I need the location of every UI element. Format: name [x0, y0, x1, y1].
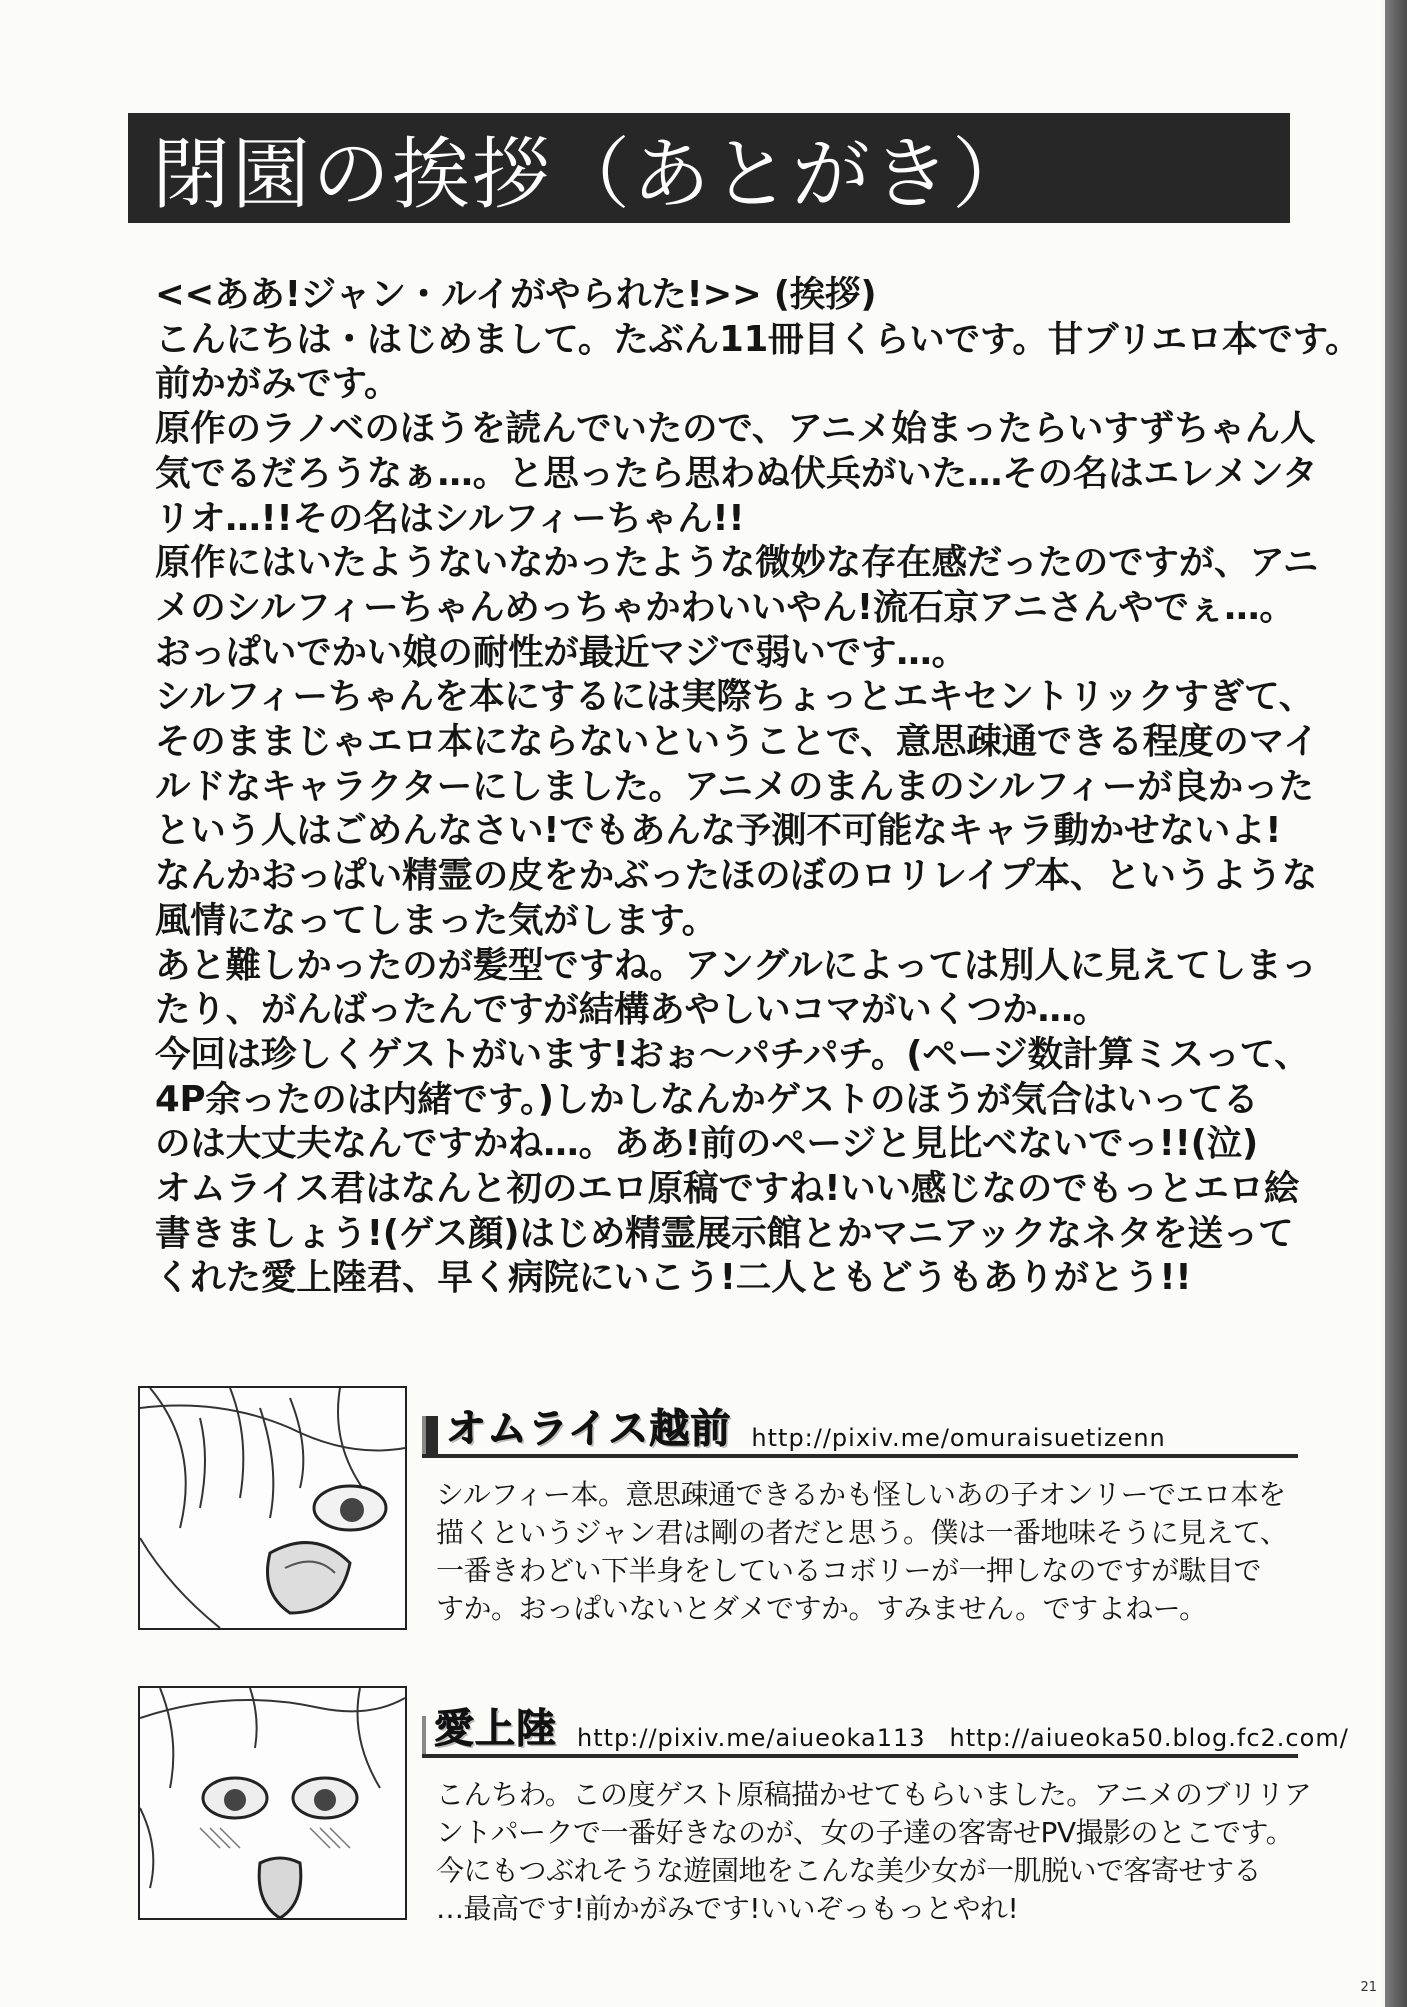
afterword-line: のは大丈夫なんですかね…。ああ!前のページと見比べないでっ!!(泣) — [155, 1123, 1259, 1165]
afterword-line: 気でるだろうなぁ…。と思ったら思わぬ伏兵がいた…その名はエレメンタ — [155, 452, 1318, 494]
page-number: 21 — [1360, 1980, 1377, 1995]
guest-comment-line: …最高です!前かがみです!いいぞっもっとやれ! — [436, 1892, 1019, 1925]
afterword-line: 前かがみです。 — [155, 363, 400, 405]
afterword-line: こんにちは・はじめまして。たぶん11冊目くらいです。甘ブリエロ本です。 — [155, 318, 1361, 360]
guest-comment-line: 一番きわどい下半身をしているコボリーが一押しなのですが駄目で — [436, 1554, 1262, 1587]
guest-url[interactable]: http://aiueoka50.blog.fc2.com/ — [949, 1724, 1349, 1752]
page-edge-bar — [1385, 0, 1407, 2007]
title-banner — [128, 113, 1290, 223]
guest-header — [422, 1404, 1298, 1458]
afterword-line: メのシルフィーちゃんめっちゃかわいいやん!流石京アニさんやでぇ…。 — [155, 586, 1295, 628]
guest-section-aiueoka — [138, 1686, 1349, 1946]
afterword-heading: <<ああ!ジャン・ルイがやられた!>> (挨拶) — [155, 274, 877, 315]
name-marker — [422, 1416, 438, 1454]
afterword-line: オムライス君はなんと初のエロ原稿ですね!いい感じなのでもっとエロ絵 — [155, 1168, 1300, 1210]
guest-name: 愛上陸 — [434, 1706, 557, 1752]
afterword-line: という人はごめんなさい!でもあんな予測不可能なキャラ動かせないよ! — [155, 810, 1282, 852]
guest-url[interactable]: http://pixiv.me/aiueoka113 — [577, 1724, 926, 1752]
afterword-line: そのままじゃエロ本にならないということで、意思疎通できる程度のマイ — [155, 721, 1319, 763]
guest-url[interactable]: http://pixiv.me/omuraisuetizenn — [751, 1424, 1166, 1452]
guest-comment-line: シルフィー本。意思疎通できるかも怪しいあの子オンリーでエロ本を — [436, 1478, 1286, 1511]
afterword-line: 4P余ったのは内緒です。)しかしなんかゲストのほうが気合はいってる — [155, 1078, 1259, 1120]
guest-header — [422, 1704, 1349, 1758]
guest-comment — [436, 1476, 1296, 1628]
name-marker — [422, 1716, 426, 1754]
guest-comment-line: 今にもつぶれそうな遊園地をこんな美少女が一肌脱いで客寄せする — [436, 1854, 1262, 1887]
afterword-line: おっぱいでかい娘の耐性が最近マジで弱いです…。 — [155, 631, 967, 673]
afterword-body — [155, 273, 1361, 1301]
afterword-line: リオ…!!その名はシルフィーちゃん!! — [155, 497, 745, 539]
guest-comment-line: ントパークで一番好きなのが、女の子達の客寄せPV撮影のとこです。 — [436, 1816, 1294, 1849]
guest-comment-line: こんちわ。この度ゲスト原稿描かせてもらいました。アニメのブリリア — [436, 1778, 1312, 1811]
guest-comment-line: すか。おっぱいないとダメですか。すみません。ですよねー。 — [436, 1592, 1207, 1625]
afterword-line: 書きましょう!(ゲス顔)はじめ精霊展示館とかマニアックなネタを送って — [155, 1212, 1294, 1254]
guest-comment — [436, 1776, 1312, 1928]
afterword-line: 風情になってしまった気がします。 — [155, 899, 717, 941]
afterword-line: たり、がんばったんですが結構あやしいコマがいくつか…。 — [155, 989, 1109, 1031]
afterword-line: ルドなキャラクターにしました。アニメのまんまのシルフィーが良かった — [155, 765, 1314, 807]
guest-comment-line: 描くというジャン君は剛の者だと思う。僕は一番地味そうに見えて、 — [436, 1516, 1288, 1549]
page-title: 閉園の挨拶（あとがき） — [152, 130, 1033, 220]
guest-portrait-illustration — [138, 1386, 407, 1630]
guest-section-omuraisu — [138, 1386, 1298, 1686]
afterword-line: 今回は珍しくゲストがいます!おぉ〜パチパチ。(ページ数計算ミスって、 — [155, 1033, 1310, 1075]
guest-name: オムライス越前 — [446, 1406, 732, 1452]
afterword-line: 原作にはいたようないなかったような微妙な存在感だったのですが、アニ — [155, 542, 1319, 584]
guest-portrait-illustration — [138, 1686, 407, 1920]
afterword-line: なんかおっぱい精霊の皮をかぶったほのぼのロリレイプ本、というような — [155, 855, 1318, 897]
afterword-line: 原作のラノベのほうを読んでいたので、アニメ始まったらいすずちゃん人 — [155, 408, 1316, 450]
afterword-line: あと難しかったのが髪型ですね。アングルによっては別人に見えてしまっ — [155, 944, 1317, 986]
afterword-line: シルフィーちゃんを本にするには実際ちょっとエキセントリックすぎて、 — [155, 676, 1315, 718]
afterword-line: くれた愛上陸君、早く病院にいこう!二人ともどうもありがとう!! — [155, 1257, 1192, 1299]
